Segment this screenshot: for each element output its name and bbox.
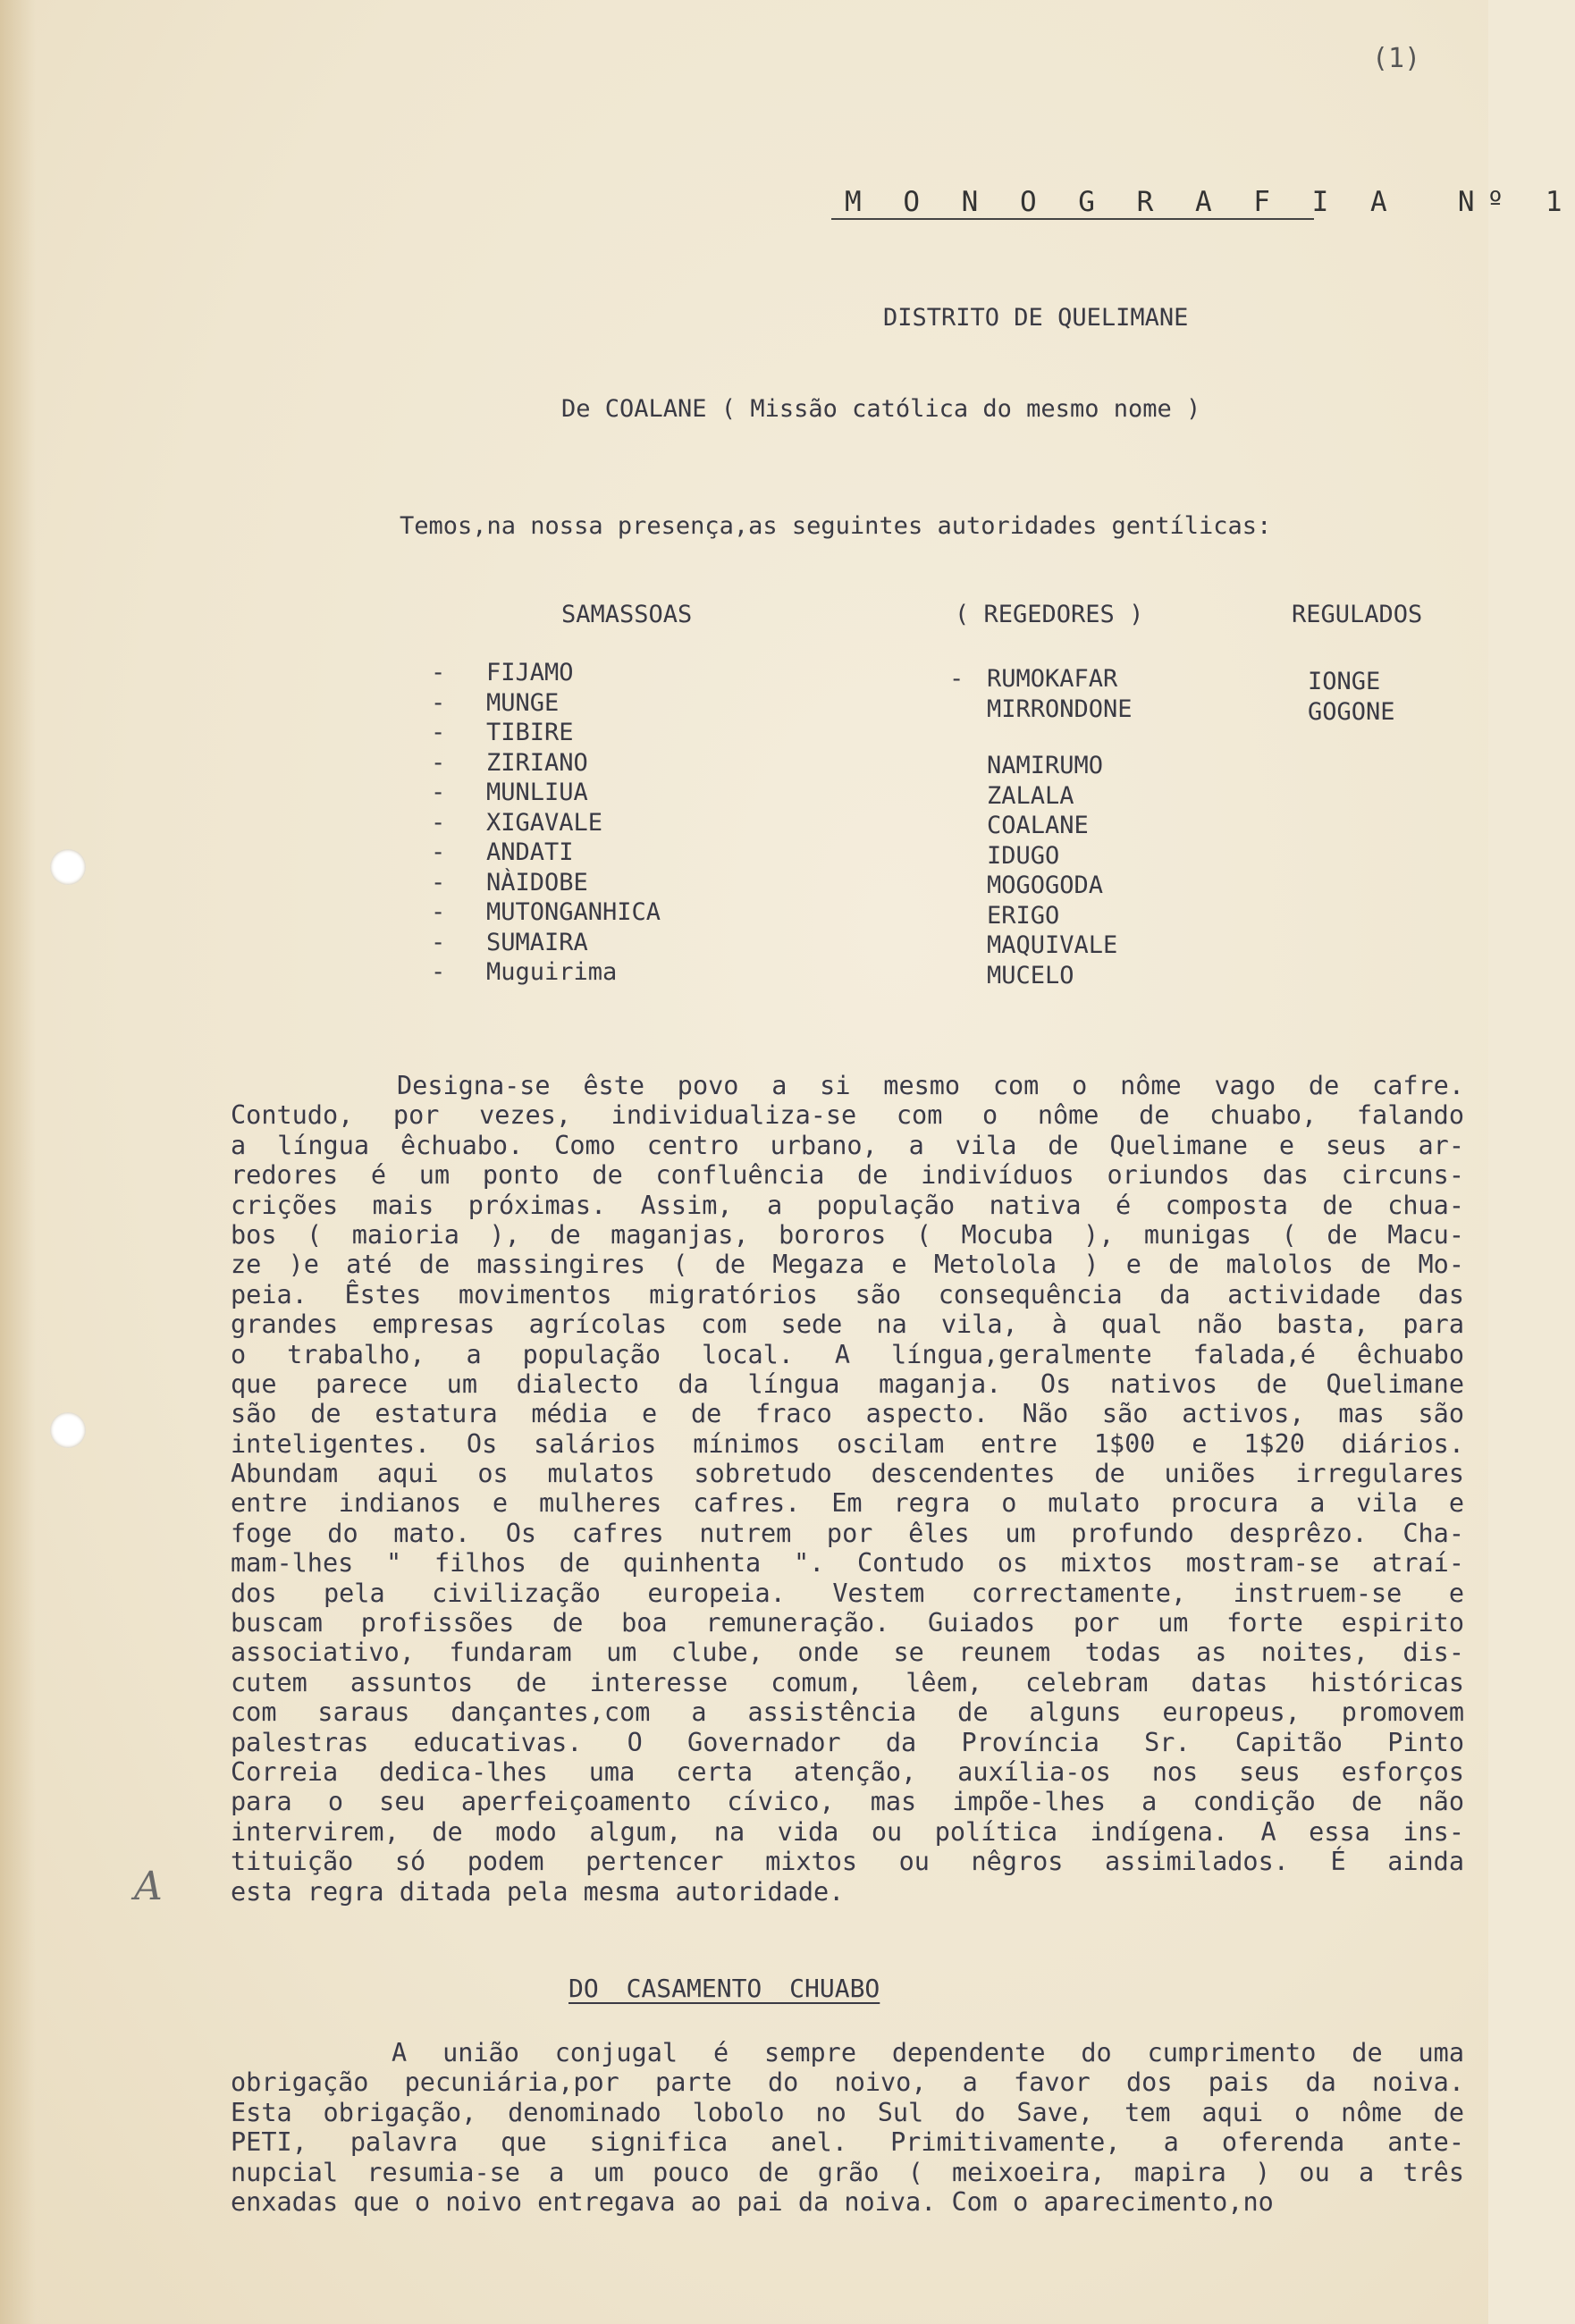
regedor-item bbox=[987, 811, 1117, 841]
regedor-item-label: IDUGO bbox=[987, 841, 1060, 870]
text-line: Designa-se êste povo a si mesmo com o nôme vago de cafre. bbox=[397, 1071, 1464, 1100]
samassoa-item-label: MUNGE bbox=[486, 688, 560, 717]
regedor-item-label: ERIGO bbox=[987, 901, 1060, 930]
regulado-item-label: IONGE bbox=[1308, 668, 1381, 695]
samassoa-item bbox=[431, 778, 661, 808]
regedor-item bbox=[949, 664, 1133, 695]
text-line: Contudo, por vezes, individualiza-se com o nôme de chuabo, falando bbox=[231, 1100, 1464, 1131]
text-line: a língua êchuabo. Como centro urbano, a vila de Quelimane e seus ar- bbox=[231, 1130, 1464, 1160]
paragraph-population bbox=[231, 1071, 1464, 1907]
list-dash: - bbox=[431, 719, 446, 746]
text-line: bos ( maioria ), de maganjas, bororos ( Mocuba ), munigas ( de Macu- bbox=[231, 1219, 1464, 1250]
regedor-item bbox=[987, 871, 1117, 901]
regedor-item bbox=[987, 961, 1117, 991]
section-title: DO CASAMENTO CHUABO bbox=[569, 1974, 880, 2003]
text-line: inteligentes. Os salários mínimos oscilam entre 1$00 e 1$20 diários. bbox=[231, 1428, 1464, 1459]
margin-annotation: A bbox=[134, 1864, 163, 1909]
samassoa-item-label: FIJAMO bbox=[486, 659, 574, 686]
text-line: Abundam aqui os mulatos sobretudo descendentes de uniões irregulares bbox=[231, 1459, 1464, 1489]
list-dash: - bbox=[431, 838, 446, 866]
samassoa-item bbox=[431, 928, 661, 958]
samassoa-item-label: Muguirima bbox=[486, 958, 618, 986]
list-dash: - bbox=[431, 868, 446, 897]
list-dash: - bbox=[431, 748, 446, 777]
text-line: buscam profissões de boa remuneração. Guiados por um forte espirito bbox=[231, 1608, 1464, 1638]
text-line: mam-lhes " filhos de quinhenta ". Contudo os mixtos mostram-se atraí- bbox=[231, 1548, 1464, 1579]
regedor-item bbox=[987, 751, 1117, 781]
punch-hole-bottom bbox=[50, 1412, 86, 1448]
samassoa-item bbox=[431, 688, 661, 719]
samassoa-item bbox=[431, 658, 661, 688]
samassoa-item bbox=[431, 868, 661, 898]
text-line: entre indianos e mulheres cafres. Em regra o mulato procura a vila e bbox=[231, 1488, 1464, 1519]
text-line: nupcial resumia-se a um pouco de grão ( meixoeira, mapira ) ou a três bbox=[231, 2157, 1464, 2187]
regedores-list-bottom bbox=[987, 751, 1117, 990]
intro-line: Temos,na nossa presença,as seguintes autoridades gentílicas: bbox=[400, 512, 1272, 540]
samassoa-item-label: XIGAVALE bbox=[486, 808, 603, 837]
list-dash: - bbox=[431, 928, 446, 956]
text-line: que parece um dialecto da língua maganja. Os nativos de Quelimane bbox=[231, 1368, 1464, 1399]
regedores-list-top bbox=[949, 664, 1133, 724]
regedores-header: ( REGEDORES ) bbox=[955, 601, 1144, 628]
text-line: crições mais próximas. Assim, a população nativa é composta de chua- bbox=[231, 1190, 1464, 1220]
regedor-item-label: ZALALA bbox=[987, 781, 1074, 810]
paper-edge bbox=[0, 0, 36, 2324]
regedor-item-label: MAQUIVALE bbox=[987, 931, 1118, 959]
punch-hole-top bbox=[50, 849, 86, 885]
text-line: redores é um ponto de confluência de indivíduos oriundos das circuns- bbox=[231, 1160, 1464, 1191]
regulado-item bbox=[1308, 667, 1395, 697]
regedor-item-label: MIRRONDONE bbox=[987, 695, 1133, 723]
text-line: grandes empresas agrícolas com sede na vila, à qual não basta, para bbox=[231, 1309, 1464, 1340]
list-dash: - bbox=[431, 688, 446, 717]
regulados-header: REGULADOS bbox=[1292, 601, 1423, 628]
district-heading: DISTRITO DE QUELIMANE bbox=[883, 304, 1189, 332]
text-line: palestras educativas. O Governador da Província Sr. Capitão Pinto bbox=[231, 1727, 1464, 1757]
text-line: A união conjugal é sempre dependente do cumprimento de uma bbox=[392, 2038, 1464, 2067]
text-line: peia. Êstes movimentos migratórios são consequência da actividade das bbox=[231, 1279, 1464, 1309]
regedor-item bbox=[987, 781, 1117, 812]
regedor-item-label: RUMOKAFAR bbox=[987, 665, 1118, 693]
samassoa-item-label: ANDATI bbox=[486, 838, 574, 866]
samassoa-item-label: MUTONGANHICA bbox=[486, 898, 661, 926]
samassoa-item-label: TIBIRE bbox=[486, 719, 574, 746]
text-line: PETI, palavra que significa anel. Primitivamente, a oferenda ante- bbox=[231, 2127, 1464, 2158]
samassoas-header: SAMASSOAS bbox=[561, 601, 693, 628]
paragraph-marriage bbox=[231, 2038, 1464, 2217]
samassoa-item-label: SUMAIRA bbox=[486, 928, 588, 956]
text-line: ze )e até de massingires ( de Megaza e Metolola ) e de malolos de Mo- bbox=[231, 1250, 1464, 1280]
regedor-item bbox=[987, 841, 1117, 872]
regedor-item-label: MOGOGODA bbox=[987, 872, 1104, 899]
samassoa-item bbox=[431, 748, 661, 779]
text-line: com saraus dançantes,com a assistência de alguns europeus, promovem bbox=[231, 1697, 1464, 1728]
text-line: o trabalho, a população local. A língua,geralmente falada,é êchuabo bbox=[231, 1339, 1464, 1369]
samassoa-item-label: NÀIDOBE bbox=[486, 868, 588, 897]
list-dash: - bbox=[431, 898, 446, 926]
list-dash: - bbox=[431, 958, 446, 986]
samassoa-item bbox=[431, 718, 661, 748]
samassoa-item bbox=[431, 838, 661, 868]
text-line: intervirem, de modo algum, na vida ou política indígena. A essa ins- bbox=[231, 1816, 1464, 1847]
mission-subtitle: De COALANE ( Missão católica do mesmo nome ) bbox=[561, 395, 1201, 423]
text-line: obrigação pecuniária,por parte do noivo, a favor dos pais da noiva. bbox=[231, 2067, 1464, 2098]
regedor-item-label: MUCELO bbox=[987, 961, 1074, 989]
text-line: esta regra ditada pela mesma autoridade. bbox=[231, 1876, 845, 1907]
text-line: dos pela civilização europeia. Vestem correctamente, instruem-se e bbox=[231, 1578, 1464, 1608]
regedor-item bbox=[949, 695, 1133, 725]
text-line: tituição só podem pertencer mixtos ou nêgros assimilados. É ainda bbox=[231, 1847, 1464, 1877]
text-line: são de estatura média e de fraco aspecto. Não são activos, mas são bbox=[231, 1399, 1464, 1429]
text-line: associativo, fundaram um clube, onde se reunem todas as noites, dis- bbox=[231, 1638, 1464, 1668]
page-number: (1) bbox=[1372, 43, 1421, 74]
regedor-item-label: NAMIRUMO bbox=[987, 752, 1104, 779]
regedor-item-label: COALANE bbox=[987, 812, 1089, 839]
text-line: Esta obrigação, denominado lobolo no Sul do Save, tem aqui o nôme de bbox=[231, 2097, 1464, 2127]
list-dash: - bbox=[431, 808, 446, 837]
document-title: M O N O G R A F I A Nº 1 bbox=[845, 186, 1575, 218]
samassoa-item bbox=[431, 808, 661, 838]
regedor-item bbox=[987, 930, 1117, 961]
samassoa-item bbox=[431, 897, 661, 928]
samassoa-item bbox=[431, 957, 661, 988]
text-line: cutem assuntos de interesse comum, lêem, celebram datas históricas bbox=[231, 1667, 1464, 1697]
samassoas-list bbox=[431, 658, 661, 988]
regulados-list bbox=[1308, 667, 1395, 727]
regulado-item bbox=[1308, 697, 1395, 728]
samassoa-item-label: ZIRIANO bbox=[486, 748, 588, 777]
list-dash: - bbox=[431, 659, 446, 686]
samassoa-item-label: MUNLIUA bbox=[486, 779, 588, 806]
text-line: enxadas que o noivo entregava ao pai da noiva. Com o aparecimento,no bbox=[231, 2186, 1274, 2217]
text-line: para o seu aperfeiçoamento cívico, mas impõe-lhes a condição de não bbox=[231, 1787, 1464, 1817]
regedor-item bbox=[987, 901, 1117, 931]
text-line: Correia dedica-lhes uma certa atenção, auxília-os nos seus esforços bbox=[231, 1756, 1464, 1787]
list-dash: - bbox=[431, 779, 446, 806]
text-line: foge do mato. Os cafres nutrem por êles um profundo desprêzo. Cha- bbox=[231, 1518, 1464, 1548]
regulado-item-label: GOGONE bbox=[1308, 697, 1395, 726]
title-underline bbox=[831, 218, 1314, 220]
list-dash: - bbox=[949, 665, 964, 693]
